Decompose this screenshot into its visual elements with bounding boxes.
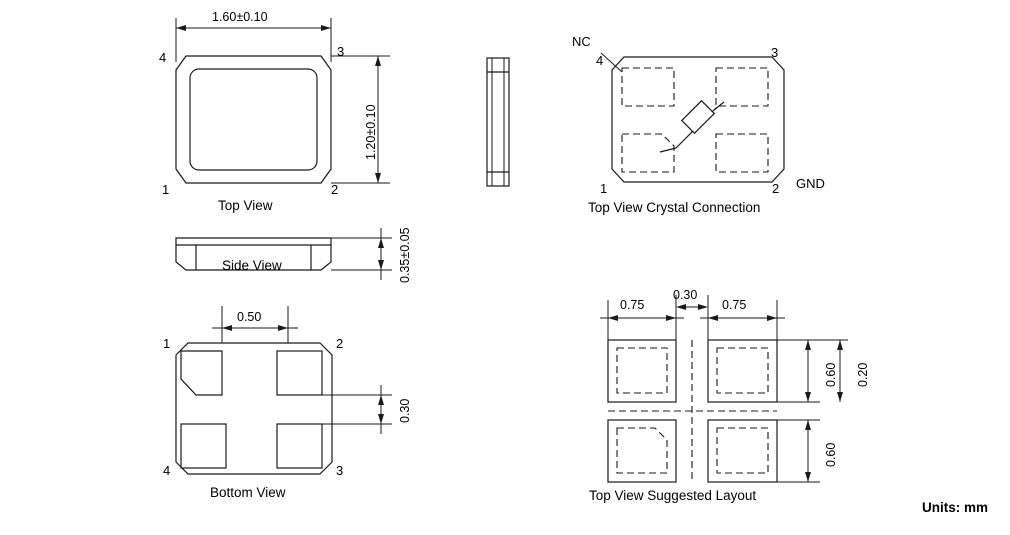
bottom-view-pin-3: 3 bbox=[336, 463, 344, 478]
crystal-nc-label: NC bbox=[572, 34, 591, 49]
crystal-connection-graphic bbox=[601, 53, 784, 182]
side-view-graphic bbox=[176, 228, 392, 280]
crystal-pin-2: 2 bbox=[772, 181, 780, 196]
suggested-layout-caption: Top View Suggested Layout bbox=[589, 488, 757, 503]
side-view-caption: Side View bbox=[222, 258, 282, 273]
bottom-view-pin-1: 1 bbox=[163, 336, 171, 351]
top-view-width-dim-label: 1.60±0.10 bbox=[212, 10, 268, 24]
bottom-view-pin-2: 2 bbox=[336, 336, 344, 351]
top-view-caption: Top View bbox=[218, 198, 273, 213]
top-view-height-dim-label: 1.20±0.10 bbox=[364, 104, 378, 160]
crystal-pin-1: 1 bbox=[600, 181, 608, 196]
side-view-thickness-dim-label: 0.35±0.05 bbox=[398, 227, 412, 283]
layout-dim-right: 0.75 bbox=[722, 298, 747, 312]
top-view-pin-1: 1 bbox=[162, 182, 170, 197]
top-view-pin-3: 3 bbox=[337, 44, 345, 59]
top-view-height-dimension bbox=[331, 56, 390, 183]
layout-dim-pad-height-bottom: 0.60 bbox=[824, 442, 838, 467]
bottom-view-pad-width-dim-label: 0.50 bbox=[237, 310, 262, 324]
crystal-pin-3: 3 bbox=[771, 45, 779, 60]
layout-dim-gap: 0.30 bbox=[673, 288, 698, 302]
layout-dim-pad-height-top: 0.60 bbox=[824, 362, 838, 387]
top-view-pin-4: 4 bbox=[159, 50, 167, 65]
top-view-pin-2: 2 bbox=[331, 182, 339, 197]
suggested-layout-graphic bbox=[600, 295, 848, 482]
crystal-pin-4: 4 bbox=[596, 53, 604, 68]
bottom-view-graphic bbox=[176, 306, 392, 474]
layout-dim-left: 0.75 bbox=[620, 298, 645, 312]
bottom-view-caption: Bottom View bbox=[210, 485, 286, 500]
layout-dim-overall-gap: 0.20 bbox=[856, 362, 870, 387]
units-note: Units: mm bbox=[922, 500, 989, 515]
crystal-gnd-label: GND bbox=[796, 176, 825, 191]
crystal-connection-caption: Top View Crystal Connection bbox=[588, 200, 761, 215]
side-view-vertical-graphic bbox=[487, 58, 509, 186]
bottom-view-pin-4: 4 bbox=[163, 463, 171, 478]
bottom-view-pad-height-dim-label: 0.30 bbox=[398, 398, 412, 423]
